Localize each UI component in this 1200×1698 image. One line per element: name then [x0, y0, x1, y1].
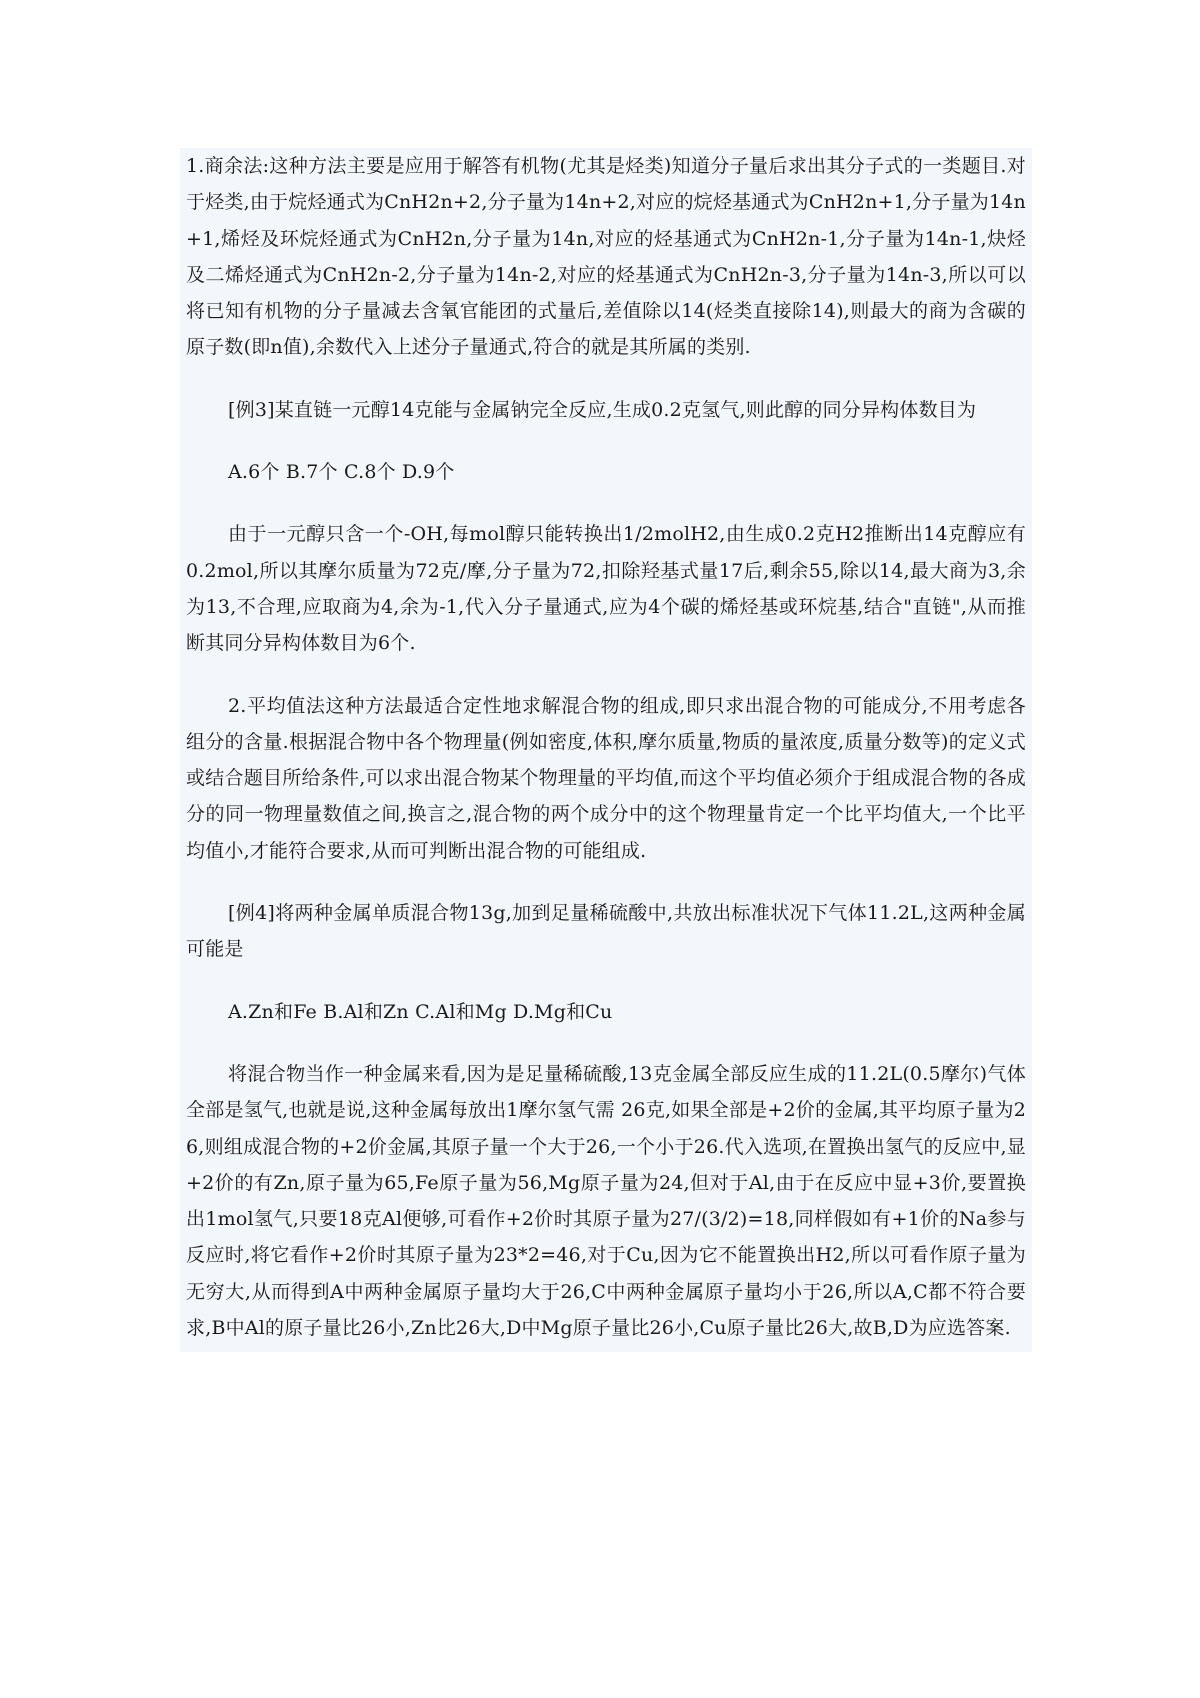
paragraph-example-4-options: A.Zn和Fe B.Al和Zn C.Al和Mg D.Mg和Cu: [228, 1000, 613, 1023]
paragraph-example-3-options: A.6个 B.7个 C.8个 D.9个: [228, 461, 455, 484]
paragraph-example-3-solution: 由于一元醇只含一个-OH,每mol醇只能转换出1/2molH2,由生成0.2克H2推断出14克醇应有0.2mol,所以其摩尔质量为72克/摩,分子量为72,扣除羟基式量17后,剩余55,除以14,最大商为3,余为13,不合理,应取商为4,余为-1,代入分子量通式,应为4个碳的烯烃基或环烷基,结合"直链",从而推断其同分异构体数目为6个.: [186, 523, 1026, 655]
paragraph-example-3-question: [例3]某直链一元醇14克能与金属钠完全反应,生成0.2克氢气,则此醇的同分异构体数目为: [228, 398, 977, 421]
document-body: [180, 148, 1032, 1352]
paragraph-method-2-average-value: 2.平均值法这种方法最适合定性地求解混合物的组成,即只求出混合物的可能成分,不用考虑各组分的含量.根据混合物中各个物理量(例如密度,体积,摩尔质量,物质的量浓度,质量分数等)的定义式或结合题目所给条件,可以求出混合物某个物理量的平均值,而这个平均值必须介于组成混合物的各成分的同一物理量数值之间,换言之,混合物的两个成分中的这个物理量肯定一个比平均值大,一个比平均值小,才能符合要求,从而可判断出混合物的可能组成.: [186, 694, 1026, 862]
paragraph-example-4-solution: 将混合物当作一种金属来看,因为是足量稀硫酸,13克金属全部反应生成的11.2L(0.5摩尔)气体全部是氢气,也就是说,这种金属每放出1摩尔氢气需 26克,如果全部是+2价的金属,其平均原子量为26,则组成混合物的+2价金属,其原子量一个大于26,一个小于26.代入选项,在置换出氢气的反应中,显+2价的有Zn,原子量为65,Fe原子量为56,Mg原子量为24,但对于Al,由于在反应中显+3价,要置换出1mol氢气,只要18克Al便够,可看作+2价时其原子量为27/(3/2)=18,同样假如有+1价的Na参与反应时,将它看作+2价时其原子量为23*2=46,对于Cu,因为它不能置换出H2,所以可看作原子量为无穷大,从而得到A中两种金属原子量均大于26,C中两种金属原子量均小于26,所以A,C都不符合要求,B中Al的原子量比26小,Zn比26大,D中Mg原子量比26小,Cu原子量比26大,故B,D为应选答案.: [186, 1062, 1026, 1340]
paragraph-method-1-quotient-remainder: 1.商余法:这种方法主要是应用于解答有机物(尤其是烃类)知道分子量后求出其分子式的一类题目.对于烃类,由于烷烃通式为CnH2n+2,分子量为14n+2,对应的烷烃基通式为CnH2n+1,分子量为14n+1,烯烃及环烷烃通式为CnH2n,分子量为14n,对应的烃基通式为CnH2n-1,分子量为14n-1,炔烃及二烯烃通式为CnH2n-2,分子量为14n-2,对应的烃基通式为CnH2n-3,分子量为14n-3,所以可以将已知有机物的分子量减去含氧官能团的式量后,差值除以14(烃类直接除14),则最大的商为含碳的原子数(即n值),余数代入上述分子量通式,符合的就是其所属的类别.: [186, 155, 1026, 359]
paragraph-example-4-question: [例4]将两种金属单质混合物13g,加到足量稀硫酸中,共放出标准状况下气体11.2L,这两种金属可能是: [186, 902, 1026, 961]
